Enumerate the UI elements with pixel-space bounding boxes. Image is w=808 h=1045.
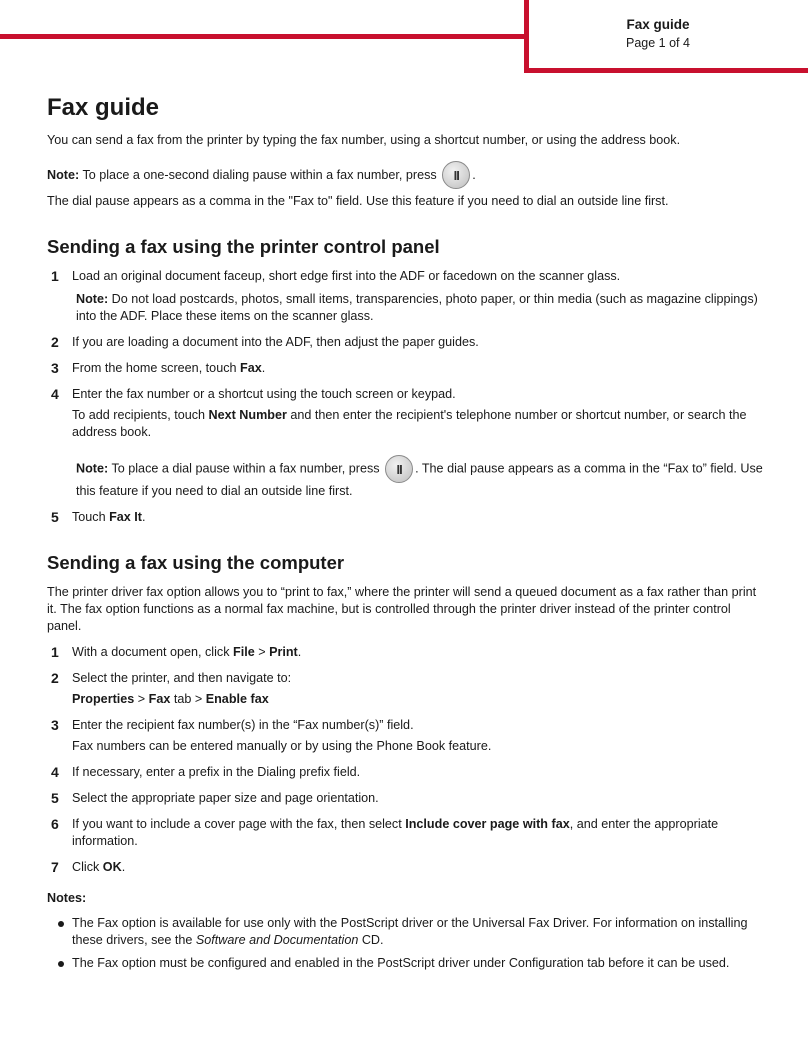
note-label: Note: (76, 292, 109, 306)
ui-term: Fax (240, 361, 262, 375)
list-item (47, 644, 763, 661)
step-text: Load an original document faceup, short edge first into the ADF or facedown on the scanner glass. (72, 269, 621, 283)
note-text (72, 915, 763, 949)
pause-icon: II (385, 455, 413, 483)
computer-steps (47, 644, 763, 876)
step-text: Select the appropriate paper size and page orientation. (72, 791, 379, 805)
note-text: . The dial pause appears as a comma in the “Fax to” field. Use this feature if you need to dial an outside line first. (76, 461, 763, 498)
step-number: 2 (51, 334, 59, 350)
step-number: 5 (51, 509, 59, 525)
navigation-path (72, 691, 763, 708)
main-content (47, 90, 763, 978)
bullet-icon (47, 955, 72, 972)
section-heading-computer: Sending a fax using the computer (47, 552, 345, 573)
text-part: Touch (72, 510, 110, 524)
bullet-icon (47, 915, 72, 949)
note-text: Do not load postcards, photos, small items, transparencies, photo paper, or thin media (such as magazine clippings) into the ADF. Place these items on the scanner glass. (76, 292, 758, 323)
step-note (76, 455, 763, 500)
step-text (72, 509, 763, 526)
step-number: 1 (51, 268, 59, 284)
step-subtext (72, 407, 763, 441)
text-part: > (134, 692, 149, 706)
step-number: 3 (51, 717, 59, 733)
text-part: If you want to include a cover page with the fax, then select (72, 817, 406, 831)
header-rule-vertical (524, 0, 529, 72)
step-number: 6 (51, 816, 59, 832)
product-reference: Software and Documentation (195, 933, 359, 947)
ui-term: Properties (72, 692, 135, 706)
step-number: 2 (51, 670, 59, 686)
text-part: . (121, 860, 126, 874)
step-text (72, 859, 763, 876)
list-item (47, 509, 763, 526)
text-part: > (254, 645, 270, 659)
header-rule-left (0, 34, 528, 39)
text-part: To add recipients, touch (72, 408, 209, 422)
notes-list (47, 915, 763, 972)
ui-term: Print (269, 645, 298, 659)
step-text: Enter the recipient fax number(s) in the “Fax number(s)” field. (72, 718, 414, 732)
step-text (72, 816, 763, 850)
section-heading-control-panel: Sending a fax using the printer control panel (47, 236, 440, 257)
dial-pause-paragraph: The dial pause appears as a comma in the "Fax to" field. Use this feature if you need to dial an outside line first. (47, 194, 669, 208)
ui-term: File (233, 645, 255, 659)
control-panel-steps (47, 268, 763, 526)
text-part: . (297, 645, 302, 659)
note-text: To place a dial pause within a fax number, press (108, 461, 384, 476)
header-rule-bottom (524, 68, 808, 73)
text-part: tab > (170, 692, 206, 706)
note-end: . (472, 167, 476, 182)
notes-title: Notes: (47, 891, 87, 905)
text-part: , and enter the appropriate information. (72, 817, 719, 848)
text-part: . (261, 361, 266, 375)
step-number: 1 (51, 644, 59, 660)
ui-term: Include cover page with fax (405, 817, 570, 831)
list-item (47, 386, 763, 500)
text-part: . (142, 510, 146, 524)
header-page-number: Page 1 of 4 (626, 36, 690, 50)
ui-term: Next Number (208, 408, 287, 422)
text-part: CD. (358, 933, 384, 947)
text-part: With a document open, click (72, 645, 233, 659)
list-item (47, 360, 763, 377)
note-text: To place a one-second dialing pause within a fax number, press (79, 167, 441, 182)
step-number: 4 (51, 764, 59, 780)
list-item (47, 859, 763, 876)
step-text: If necessary, enter a prefix in the Dialing prefix field. (72, 765, 361, 779)
list-item (47, 816, 763, 850)
pause-icon: II (442, 161, 470, 189)
list-item (47, 955, 763, 972)
step-note (76, 291, 763, 325)
list-item (47, 764, 763, 781)
ui-term: OK (102, 860, 122, 874)
text-part: Click (72, 860, 103, 874)
list-item (47, 915, 763, 949)
step-number: 5 (51, 790, 59, 806)
list-item (47, 670, 763, 708)
step-subtext: Fax numbers can be entered manually or by using the Phone Book feature. (72, 739, 492, 753)
step-text: Select the printer, and then navigate to: (72, 671, 292, 685)
text-part: and then enter the recipient's telephone number or shortcut number, or search the address book. (72, 408, 747, 439)
step-text (72, 360, 763, 377)
header-title: Fax guide (626, 17, 690, 32)
step-number: 7 (51, 859, 59, 875)
list-item (47, 717, 763, 755)
list-item (47, 790, 763, 807)
computer-intro: The printer driver fax option allows you to “print to fax,” where the printer will send a queued document as a fax rather than print it. The fax option functions as a normal fax machine, but is controlled through the printer driver instead of the printer control panel. (47, 585, 757, 633)
step-text (72, 644, 763, 661)
note-label: Note: (76, 461, 109, 476)
pause-note (47, 161, 763, 189)
page-title: Fax guide (47, 94, 160, 121)
step-text: If you are loading a document into the ADF, then adjust the paper guides. (72, 335, 479, 349)
step-number: 3 (51, 360, 59, 376)
note-label: Note: (47, 167, 80, 182)
list-item (47, 268, 763, 325)
ui-term: Fax It (109, 510, 143, 524)
list-item (47, 334, 763, 351)
running-header (600, 16, 716, 52)
text-part: From the home screen, touch (72, 361, 240, 375)
step-number: 4 (51, 386, 59, 402)
intro-paragraph: You can send a fax from the printer by typing the fax number, using a shortcut number, or using the address book. (47, 133, 681, 147)
ui-term: Enable fax (205, 692, 269, 706)
ui-term: Fax (148, 692, 171, 706)
step-text: Enter the fax number or a shortcut using the touch screen or keypad. (72, 387, 456, 401)
text-part: The Fax option is available for use only with the PostScript driver or the Universal Fax Driver. For information on installing these drivers, see the (72, 916, 748, 947)
note-text: The Fax option must be configured and enabled in the PostScript driver under Configuration tab before it can be used. (72, 956, 730, 970)
